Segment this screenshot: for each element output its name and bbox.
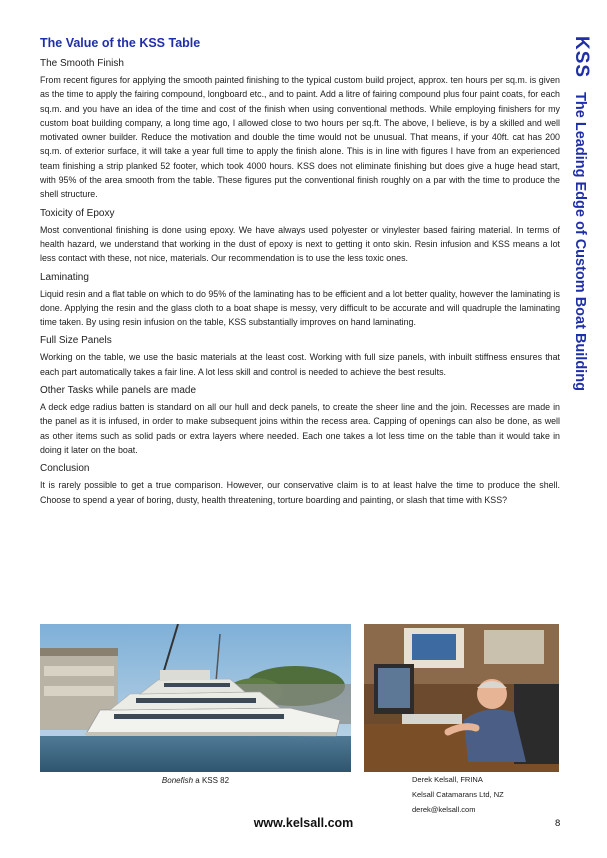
page-number: 8 (555, 818, 561, 829)
section-text-conclusion: It is rarely possible to get a true comparison. However, our conservative claim is to at least halve the time to produce the shell. Choose to spend a year of boring, dusty, health threatening, torture boarding and painting, or slash that time with KSS? (40, 480, 560, 505)
section-text-smooth-finish: From recent figures for applying the smooth painted finishing to the typical custom build project, approx. ten hours per sq.m. is given as the time to apply the fairing compound, longboard etc., and to paint. Add a litre of fairing compound plus four paint coats, for each sq.m. and you have an idea of the time and cost of the finish when using conventional methods. While employing finishers for my custom boat building company, a long time ago, I allowed close to two hours per sq.ft. The above, I believe, is by a skilled and well motivated owner builder. Reduce the motivation and double the time would not be unusual. That means, if your 40ft. cat has 200 sq.m. of exterior surface, it will take a year full time to apply the finish alone. This is in line with figures I have from an experienced team finishing a strip planked 52 footer, which took 4000 hours. KSS does not eliminate finishing but does give a huge head start, with 95% of the area smooth from the table. These figures put the conventional finish roughly on a par with the time to produce the shell structure. (40, 75, 560, 200)
sidebar-tagline: The Leading Edge of Custom Boat Building (572, 92, 588, 391)
section-text-laminating: Liquid resin and a flat table on which to do 95% of the laminating has to be efficient and a lot better quality, however the laminating is done. Applying the resin and the glass cloth to a boat shape is messy, very difficult to be accurate and will quadruple the laminating time taken. By using resin infusion on the table, KSS substantially improves on hand laminating. (40, 288, 560, 328)
section-heading-conclusion: Conclusion (40, 463, 90, 475)
section-heading-full-size-panels: Full Size Panels (40, 335, 112, 347)
section-text-toxicity: Most conventional finishing is done using epoxy. We have always used polyester or vinylester based fairing material. In terms of health hazard, we understand that working in the dust of epoxy is next to getting it onto skin. Resin infusion and KSS means a lot less contact with these, not nice, materials. Our recommendation is to use the less toxic ones. (40, 224, 560, 264)
boat-caption-rest: a KSS 82 (193, 776, 230, 785)
article (40, 36, 560, 511)
portrait-photo (364, 624, 559, 772)
boat-photo (40, 624, 351, 772)
person-caption (412, 772, 504, 817)
section-heading-toxicity: Toxicity of Epoxy (40, 207, 115, 219)
section-text-full-size-panels: Working on the table, we use the basic materials at the least cost. Working with full size panels, with inbuilt stiffness ensures that each part automatically takes a fair line. A lot less skill and control is needed to achieve the best results. (40, 352, 560, 377)
section-heading-smooth-finish: The Smooth Finish (40, 58, 124, 69)
sidebar-kss-logo: KSS (571, 36, 592, 79)
footer-website: www.kelsall.com (253, 816, 354, 830)
section-heading-laminating: Laminating (40, 271, 89, 283)
page-title: The Value of the KSS Table (40, 36, 201, 50)
vertical-sidebar (566, 36, 592, 506)
boat-caption-name: Bonefish (161, 776, 194, 785)
person-caption-email: derek@kelsall.com (412, 805, 476, 814)
section-text-other-tasks: A deck edge radius batten is standard on all our hull and deck panels, to create the sheer line and the join. Recesses are made in the panel as it is infused, in order to make subsequent joins within the recess area. Capping of openings can also be done, as well as other items such as solid pads or extra layers where needed. Each one takes a lot less time on the table than it would take in doing it later on the boat. (40, 402, 560, 455)
person-caption-company: Kelsall Catamarans Ltd, NZ (412, 790, 504, 799)
person-caption-name: Derek Kelsall, FRINA (412, 775, 483, 784)
boat-caption (40, 776, 351, 785)
section-heading-other-tasks: Other Tasks while panels are made (40, 385, 197, 397)
